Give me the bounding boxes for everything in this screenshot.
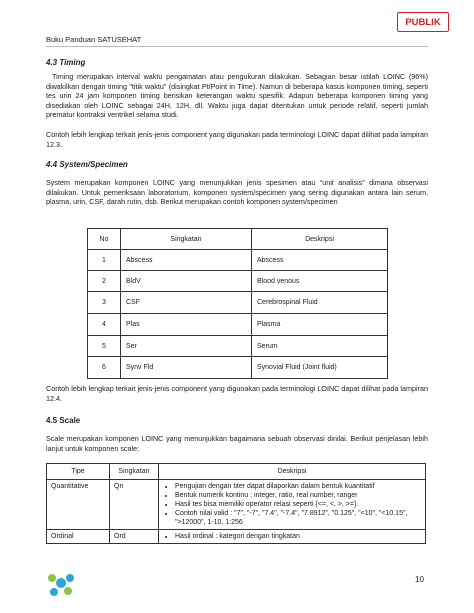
classification-badge: PUBLIK [397,12,449,32]
column-header-deskripsi: Deskripsi [159,464,426,480]
table-row [88,250,388,271]
page-number: 10 [415,575,424,584]
column-header-no: No [88,229,121,250]
cell-deskripsi: Plasma [252,314,388,336]
scale-table [46,463,426,544]
timing-reference-paragraph: Contoh lebih lengkap terkait jenis-jenis component yang digunakan pada terminologi LOINC dapat dilihat pada lampiran 12.3. [46,130,428,149]
system-paragraph: System merupakan komponen LOINC yang menunjukkan jenis spesimen atau “unit analisis” dimana observasi dilakukan. Untuk pemeriksaan laboratorium, komponen system/specimen yang sering digunakan antara lain serum, plasma, urin, CSF, darah rutin, dsb. Berikut merupakan contoh komponen system/specimen [46,178,428,207]
list-item: • Bentuk numerik kontinu ; integer, ratio, real number, ranger [175,491,421,500]
table-row [88,292,388,314]
cell-no: 5 [88,336,121,357]
document-header: Buku Panduan SATUSEHAT [46,35,142,44]
system-reference-paragraph: Contoh lebih lengkap terkait jenis-jenis component yang digunakan pada terminologi LOINC dapat dilihat pada lampiran 12.4. [46,384,428,403]
cell-deskripsi [159,480,426,530]
description-list [163,532,421,541]
cell-no: 3 [88,292,121,314]
scale-paragraph: Scale merupakan komponen LOINC yang menunjukkan bagaimana sebuah observasi dinilai. Berikut penjelasan lebih lanjut untuk komponen scale: [46,434,428,453]
cell-no: 4 [88,314,121,336]
table-row [88,336,388,357]
table-row [88,314,388,336]
list-item: • Hasil ordinal : kategori dengan tingkatan [175,532,421,541]
cell-no: 1 [88,250,121,271]
cell-singkatan: Qn [110,480,159,530]
cell-deskripsi: Cerebrospinal Fluid [252,292,388,314]
cell-singkatan: Ord [110,530,159,544]
cell-singkatan: CSF [121,292,252,314]
list-item: • Contoh nilai valid : "7", "-7", "7.4", "-7.4", "7.8912", "0.125", "<10", "<10.15", ">12000", 1-10, 1:256 [175,509,421,527]
table-row [47,530,426,544]
list-item: • Pengujian dengan titer dapat dilaporkan dalam bentuk kuantitatif [175,482,421,491]
column-header-singkatan: Singkatan [110,464,159,480]
column-header-deskripsi: Deskripsi [252,229,388,250]
section-heading-system: 4.4 System/Specimen [46,160,128,169]
cell-singkatan: BldV [121,271,252,292]
table-header-row [47,464,426,480]
table-row [88,357,388,379]
cell-no: 6 [88,357,121,379]
section-heading-scale: 4.5 Scale [46,416,81,425]
satusehat-logo-icon [46,568,76,603]
section-heading-timing: 4.3 Timing [46,58,86,67]
column-header-tipe: Tipe [47,464,110,480]
list-item: • Hasil tes bisa memiliki operator relasi seperti {<=, <, >, >=}. [175,500,421,509]
cell-tipe: Ordinal [47,530,110,544]
cell-tipe: Quantitative [47,480,110,530]
column-header-singkatan: Singkatan [121,229,252,250]
table-row [88,271,388,292]
cell-deskripsi: Synovial Fluid (Joint fluid) [252,357,388,379]
cell-deskripsi [159,530,426,544]
table-row [47,480,426,530]
system-specimen-table [87,228,388,379]
cell-deskripsi: Abscess [252,250,388,271]
header-divider [46,46,428,47]
timing-paragraph: Timing merupakan interval waktu pengamatan atau pengukuran dilakukan. Sebagian besar istilah LOINC (96%) diwakilkan dengan timing "titik waktu" (disingkat Pt/Point in Time). Namun di beberapa kasus komponen timing, seperti tes urin 24 jam komponen timing berisikan keterangan waktu spesifik. Adapun beberapa komponen timing yang disediakan oleh LOINC sebagai 24H, 12H, dll. Waktu juga dapat ditentukan untuk periode relatif, seperti jumlah prematur kontraksi ventrikel selama studi. [46,72,428,120]
cell-singkatan: Abscess [121,250,252,271]
cell-singkatan: Ser [121,336,252,357]
cell-deskripsi: Blood venous [252,271,388,292]
cell-no: 2 [88,271,121,292]
cell-singkatan: Plas [121,314,252,336]
table-header-row [88,229,388,250]
description-list [163,482,421,527]
cell-deskripsi: Serum [252,336,388,357]
cell-singkatan: Synv Fld [121,357,252,379]
